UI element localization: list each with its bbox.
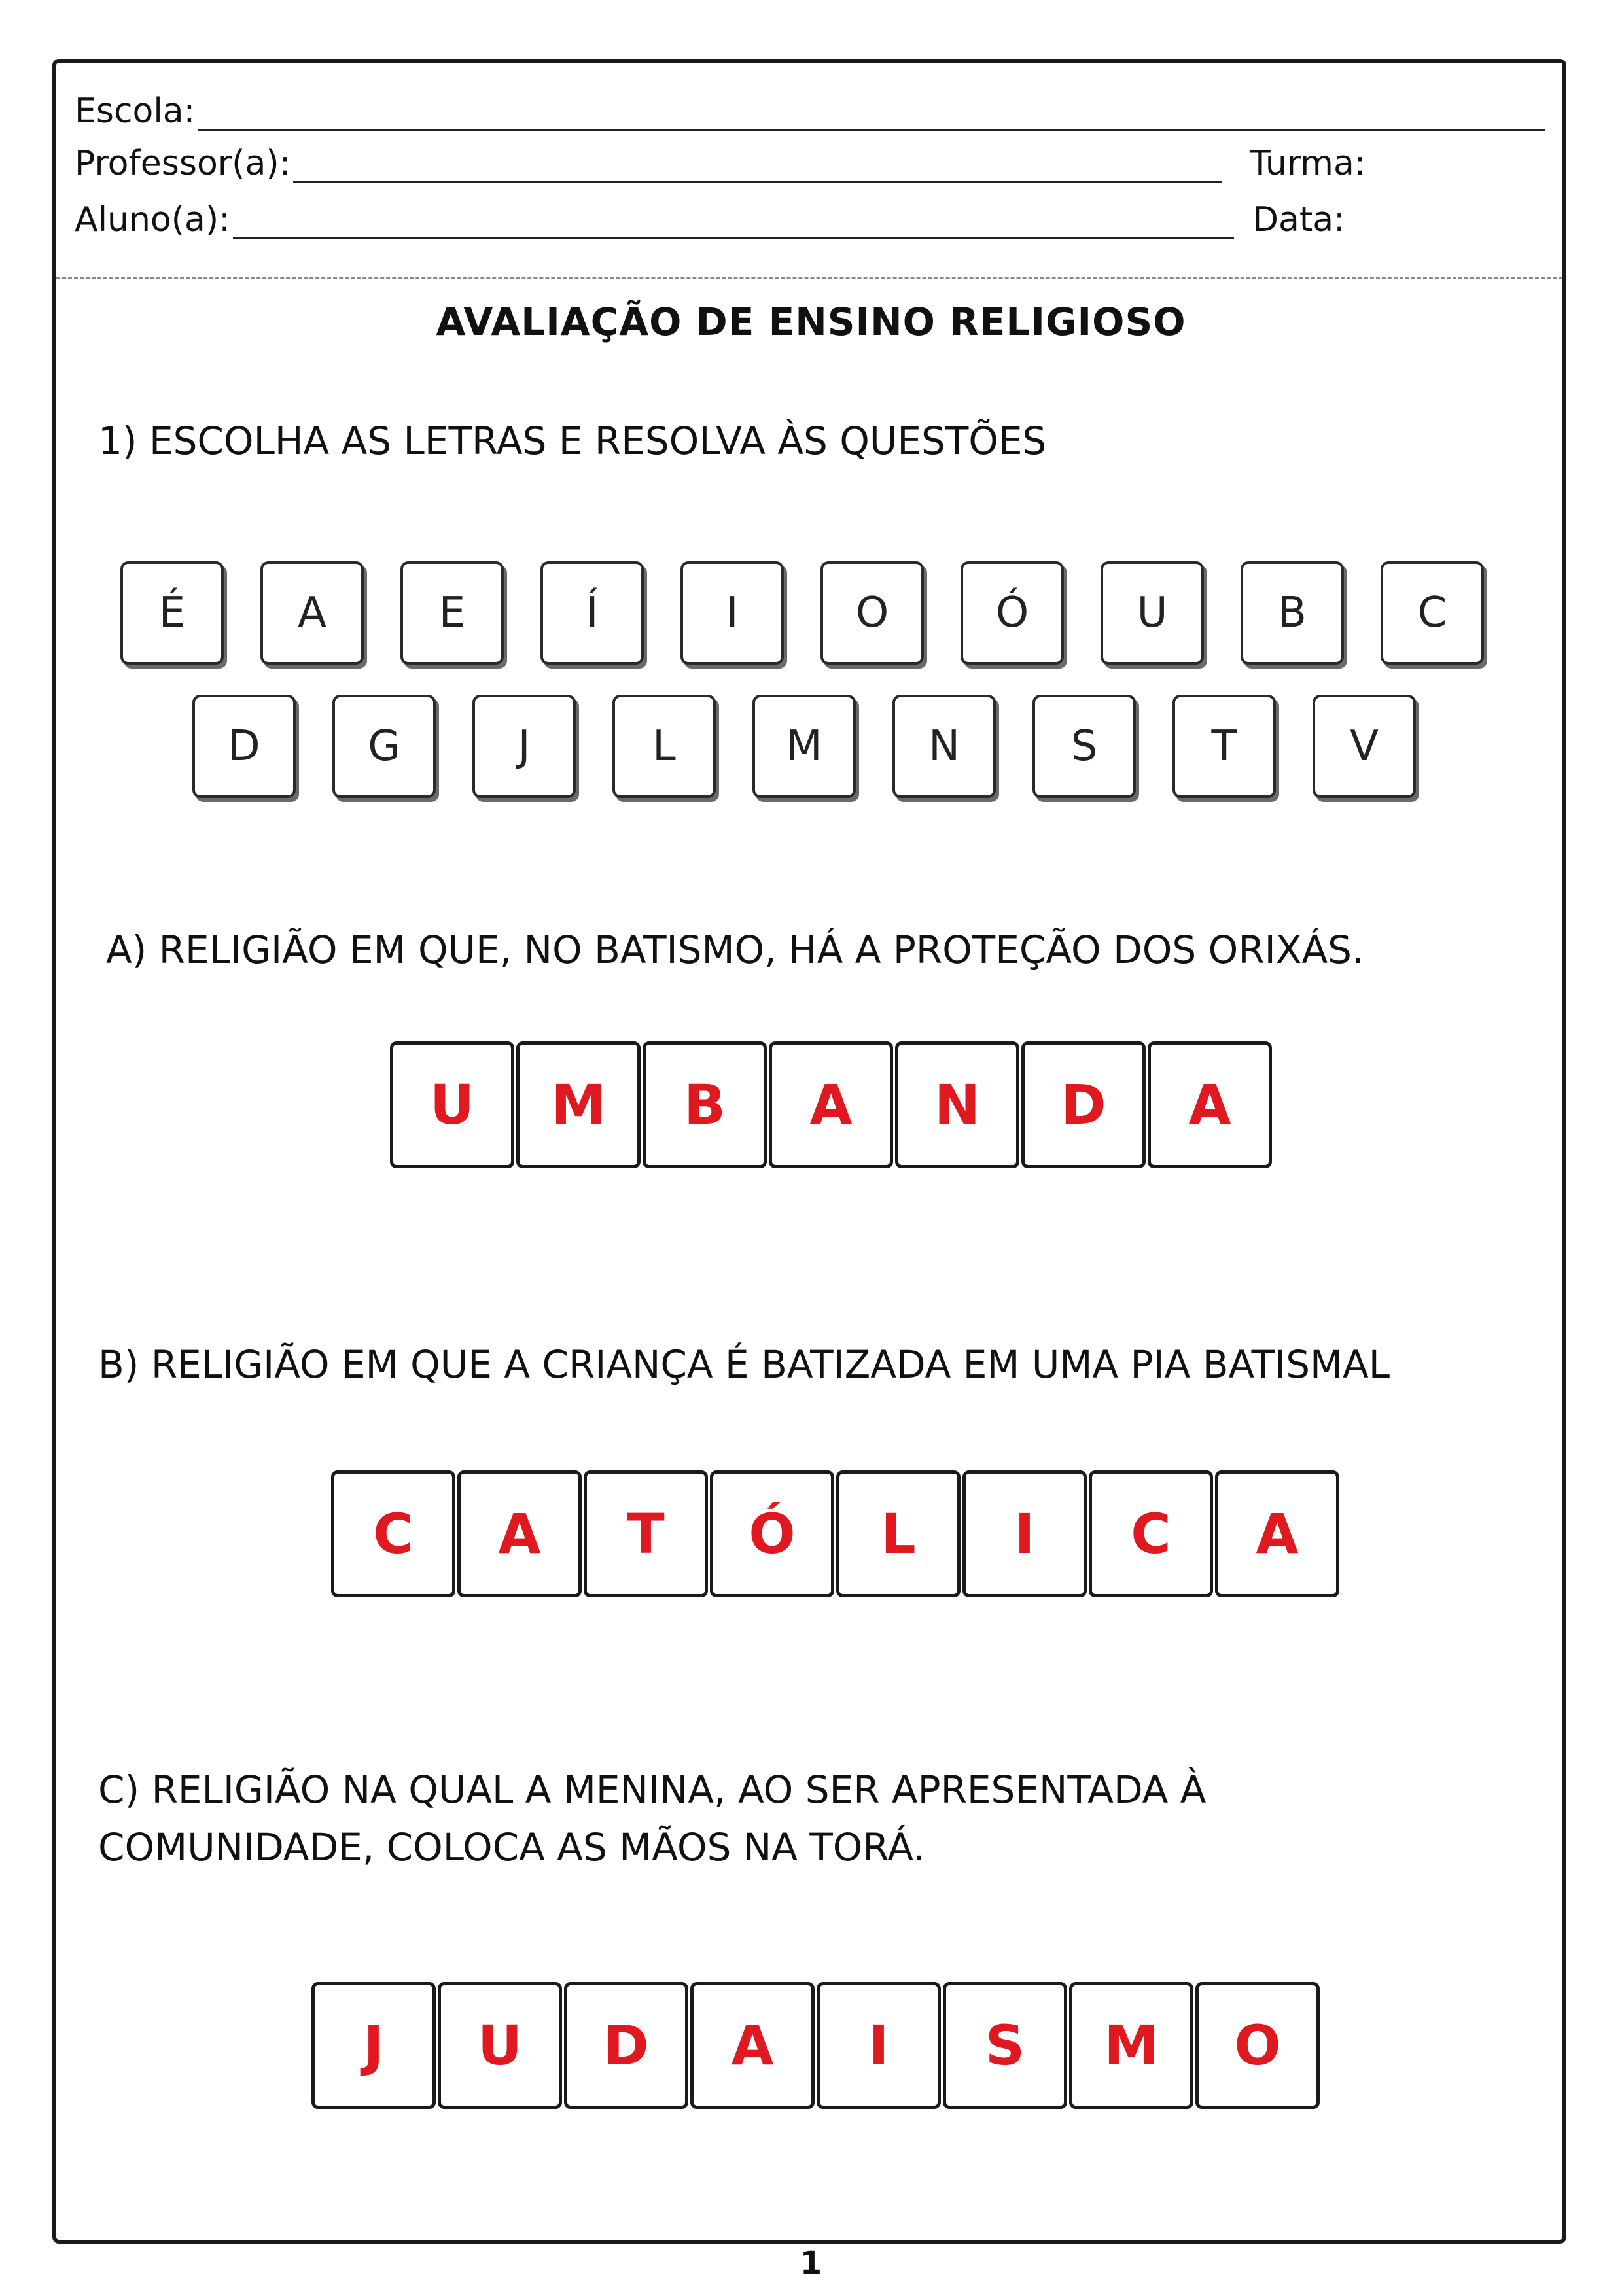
school-label: Escola: [75,92,196,131]
question-a-line-1: A) RELIGIÃO EM QUE, NO BATISMO, HÁ A PROTEÇÃO DOS ORIXÁS. [106,928,1364,972]
letter-bank-tile: G [332,695,436,798]
answer-c-tiles [311,1982,1322,2109]
letter-bank-tile: Ó [961,561,1064,665]
letter-bank-tile: I [680,561,784,665]
page-number: 1 [800,2245,822,2282]
letter-bank-tile: C [1381,561,1484,665]
student-line [233,209,1234,239]
letter-bank-tile: J [472,695,576,798]
answer-letter-tile: D [564,1982,688,2109]
answer-letter-tile: A [1215,1470,1339,1597]
letter-bank-row-1 [120,561,1521,665]
answer-letter-tile: N [895,1041,1019,1168]
answer-b-tiles [331,1470,1341,1597]
letter-bank-tile: L [612,695,716,798]
letter-bank-tile: D [192,695,296,798]
answer-letter-tile: C [1089,1470,1213,1597]
page-title: AVALIAÇÃO DE ENSINO RELIGIOSO [436,300,1186,344]
answer-letter-tile: M [1069,1982,1193,2109]
answer-letter-tile: B [643,1041,767,1168]
letter-bank-tile: T [1172,695,1276,798]
question-a [106,921,1364,979]
letter-bank-tile: A [260,561,364,665]
class-label: Turma: [1250,144,1366,183]
answer-letter-tile: J [311,1982,436,2109]
letter-bank-tile: S [1032,695,1136,798]
student-label: Aluno(a): [75,200,230,239]
letter-bank-tile: É [120,561,224,665]
answer-letter-tile: A [457,1470,582,1597]
answer-letter-tile: S [943,1982,1067,2109]
letter-bank-row-2 [192,695,1453,798]
header-divider [56,277,1562,279]
letter-bank-tile: U [1101,561,1204,665]
answer-letter-tile: T [584,1470,708,1597]
answer-letter-tile: L [836,1470,961,1597]
answer-letter-tile: Ó [710,1470,834,1597]
question-b-line-1: B) RELIGIÃO EM QUE A CRIANÇA É BATIZADA EM UMA PIA BATISMAL [98,1342,1390,1387]
letter-bank-tile: E [400,561,504,665]
question-c-line-2: COMUNIDADE, COLOCA AS MÃOS NA TORÁ. [98,1825,925,1870]
answer-letter-tile: A [690,1982,815,2109]
date-label: Data: [1252,200,1345,239]
letter-bank-tile: V [1313,695,1416,798]
question-c-line-1: C) RELIGIÃO NA QUAL A MENINA, AO SER APRESENTADA À [98,1767,1207,1812]
letter-bank-tile: B [1241,561,1344,665]
answer-letter-tile: D [1021,1041,1146,1168]
letter-bank-tile: N [892,695,996,798]
answer-letter-tile: O [1195,1982,1320,2109]
answer-a-tiles [390,1041,1274,1168]
answer-letter-tile: I [817,1982,941,2109]
question-c [98,1761,1206,1876]
answer-letter-tile: A [769,1041,893,1168]
teacher-line [293,152,1222,183]
answer-letter-tile: U [390,1041,514,1168]
school-field [75,92,1545,131]
letter-bank-tile: O [820,561,924,665]
teacher-field [75,144,1222,183]
letter-bank-tile: Í [540,561,644,665]
answer-letter-tile: I [962,1470,1087,1597]
student-field [75,200,1234,239]
answer-letter-tile: U [438,1982,562,2109]
teacher-label: Professor(a): [75,144,291,183]
instruction: 1) ESCOLHA AS LETRAS E RESOLVA ÀS QUESTÕES [98,419,1047,463]
school-line [198,100,1545,131]
answer-letter-tile: M [516,1041,641,1168]
question-b [98,1336,1390,1393]
answer-letter-tile: A [1148,1041,1272,1168]
letter-bank-tile: M [752,695,856,798]
answer-letter-tile: C [331,1470,455,1597]
